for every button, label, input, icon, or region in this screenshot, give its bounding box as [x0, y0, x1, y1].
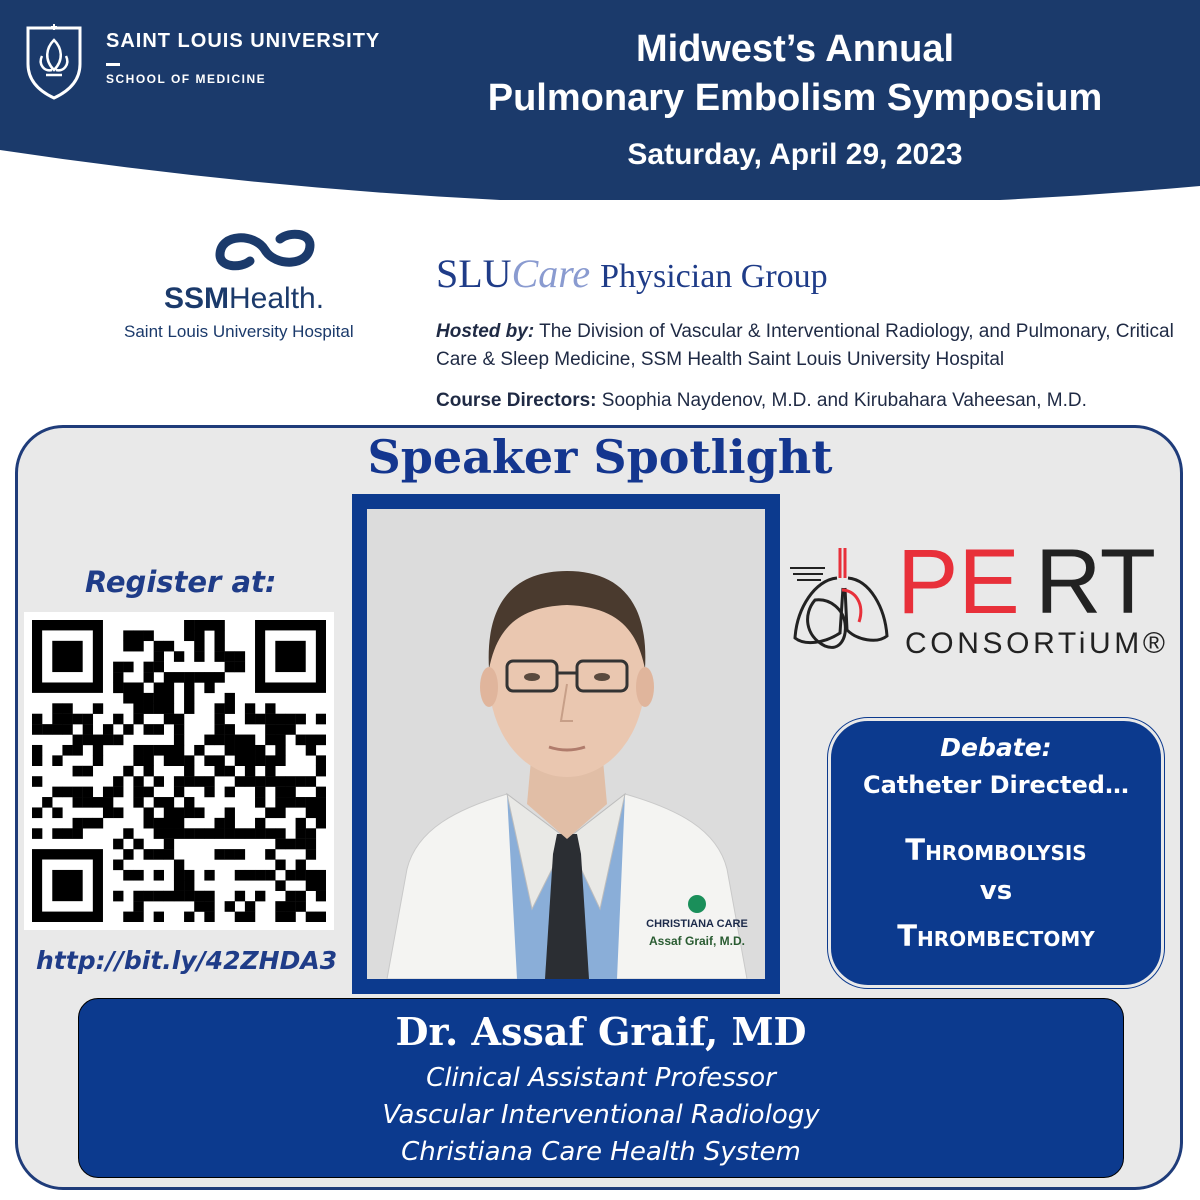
speaker-photo-frame: [352, 494, 780, 994]
slucare-wordmark: [436, 250, 828, 297]
university-name: SAINT LOUIS UNIVERSITY: [106, 30, 381, 52]
debate-option-1: Thrombolysis: [905, 833, 1087, 867]
debate-box: [828, 718, 1164, 988]
ssm-health-wordmark: [164, 282, 324, 316]
register-label: Register at:: [85, 565, 277, 599]
course-directors: [436, 390, 1087, 412]
debate-label: Debate:: [940, 733, 1052, 762]
speaker-institution: Christiana Care Health System: [401, 1137, 801, 1167]
pert-rt: RT: [1035, 531, 1156, 633]
health-text: Health.: [229, 282, 325, 315]
ssm-health-logo-icon: [210, 225, 320, 275]
directors-label: Course Directors:: [436, 390, 597, 411]
qr-code[interactable]: [24, 612, 334, 930]
event-title-line1: Midwest’s Annual: [635, 28, 955, 70]
slu-shield-icon: [24, 20, 84, 100]
event-date: Saturday, April 29, 2023: [627, 138, 963, 171]
school-name: SCHOOL OF MEDICINE: [106, 72, 267, 86]
directors-text: Soophia Naydenov, M.D. and Kirubahara Vaheesan, M.D.: [601, 390, 1087, 411]
ssm-bold-text: SSM: [164, 282, 230, 315]
hosted-by: [436, 318, 1196, 374]
debate-versus: vs: [979, 876, 1013, 906]
hosted-label: Hosted by:: [436, 321, 535, 342]
qr-code-icon: [32, 620, 326, 922]
debate-option-2: Thrombectomy: [897, 919, 1095, 953]
spotlight-title: Speaker Spotlight: [367, 430, 833, 484]
register-link[interactable]: http://bit.ly/42ZHDA3: [36, 946, 338, 975]
speaker-name: Dr. Assaf Graif, MD: [395, 1009, 807, 1054]
debate-subject: Catheter Directed…: [862, 771, 1129, 799]
divider: [106, 63, 120, 66]
slucare-slu: SLU: [436, 251, 512, 296]
pert-consortium: CONSORTiUM®: [905, 627, 1165, 660]
speaker-photo: [367, 509, 765, 979]
pert-pe: PE: [897, 531, 1020, 633]
pert-consortium-logo: [785, 518, 1185, 668]
badge-org: CHRISTIANA CARE: [646, 918, 748, 930]
badge-name: Assaf Graif, M.D.: [648, 934, 746, 948]
lungs-heart-icon: [790, 548, 887, 647]
hosted-text: The Division of Vascular & Interventional Radiology, and Pulmonary, Critical Care & Sleep Medicine, SSM Health Saint Louis University Hospital: [436, 321, 1174, 370]
ssm-subtitle: Saint Louis University Hospital: [124, 322, 354, 341]
slucare-physician-group: Physician Group: [600, 258, 828, 295]
event-title-line2: Pulmonary Embolism Symposium: [487, 77, 1103, 119]
slucare-care: Care: [511, 251, 591, 296]
speaker-info-box: [78, 998, 1124, 1178]
speaker-department: Vascular Interventional Radiology: [382, 1100, 820, 1130]
speaker-title: Clinical Assistant Professor: [426, 1063, 776, 1093]
